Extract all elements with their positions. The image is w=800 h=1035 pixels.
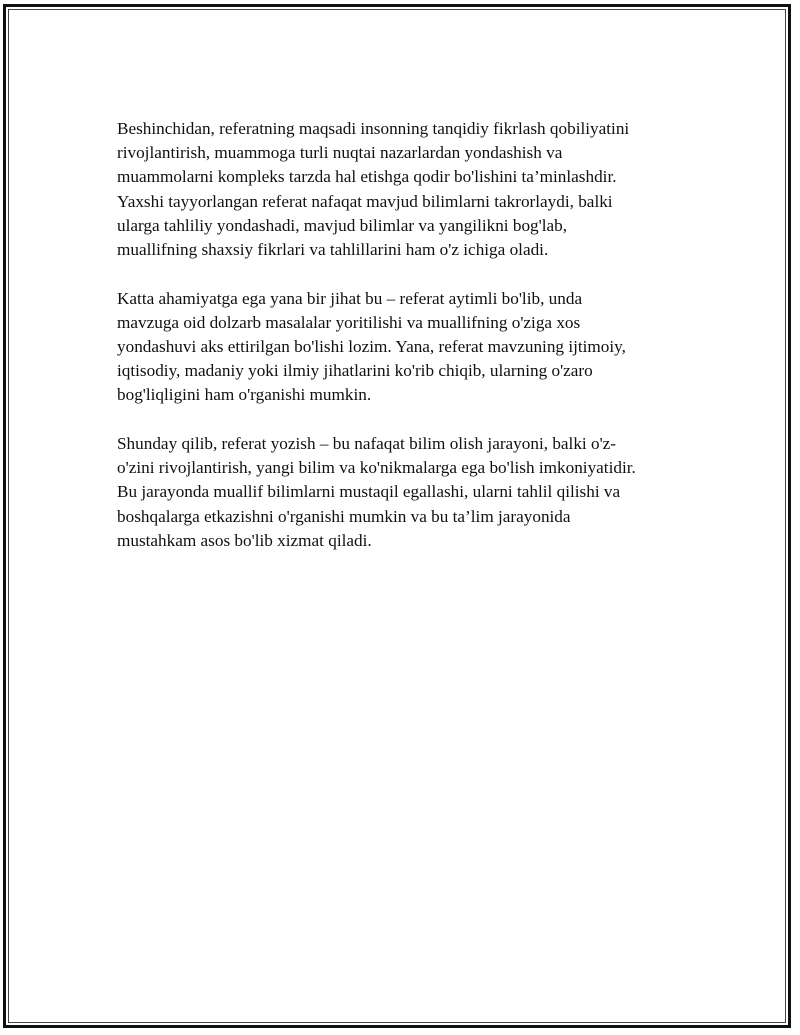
text-line: Katta ahamiyatga ega yana bir jihat bu – referat aytimli bo'lib, unda [117,288,583,308]
text-line: bog'liqligini ham o'rganishi mumkin. [117,385,372,405]
text-line: muammolarni kompleks tarzda hal etishga qodir bo'lishini ta’minlashdir. [117,167,617,187]
text-line: iqtisodiy, madaniy yoki ilmiy jihatlarini ko'rib chiqib, ularning o'zaro [117,361,593,381]
text-line: yondashuvi aks ettirilgan bo'lishi lozim. Yana, referat mavzuning ijtimoiy, [117,337,626,357]
text-line: Bu jarayonda muallif bilimlarni mustaqil egallashi, ularni tahlil qilishi va [117,482,621,502]
text-line: mustahkam asos bo'lib xizmat qiladi. [117,530,372,550]
paragraph-3 [117,432,677,553]
text-line: Beshinchidan, referatning maqsadi insonning tanqidiy fikrlash qobiliyatini [117,119,630,138]
paragraph-1 [117,117,677,262]
text-line: muallifning shaxsiy fikrlari va tahlillarini ham o'z ichiga oladi. [117,240,549,260]
text-line: boshqalarga etkazishni o'rganishi mumkin va bu ta’lim jarayonida [117,506,571,526]
text-line: mavzuga oid dolzarb masalalar yoritilishi va muallifning o'ziga xos [117,312,581,332]
text-line: o'zini rivojlantirish, yangi bilim va ko'nikmalarga ega bo'lish imkoniyatidir. [117,458,636,478]
paragraph-2 [117,287,677,408]
document-body [117,117,677,577]
text-line: rivojlantirish, muammoga turli nuqtai nazarlardan yondashish va [117,143,563,163]
text-line: Shunday qilib, referat yozish – bu nafaqat bilim olish jarayoni, balki o'z- [117,434,617,454]
text-line: ularga tahliliy yondashadi, mavjud bilimlar va yangilikni bog'lab, [117,215,568,235]
text-line: Yaxshi tayyorlangan referat nafaqat mavjud bilimlarni takrorlaydi, balki [117,191,613,211]
